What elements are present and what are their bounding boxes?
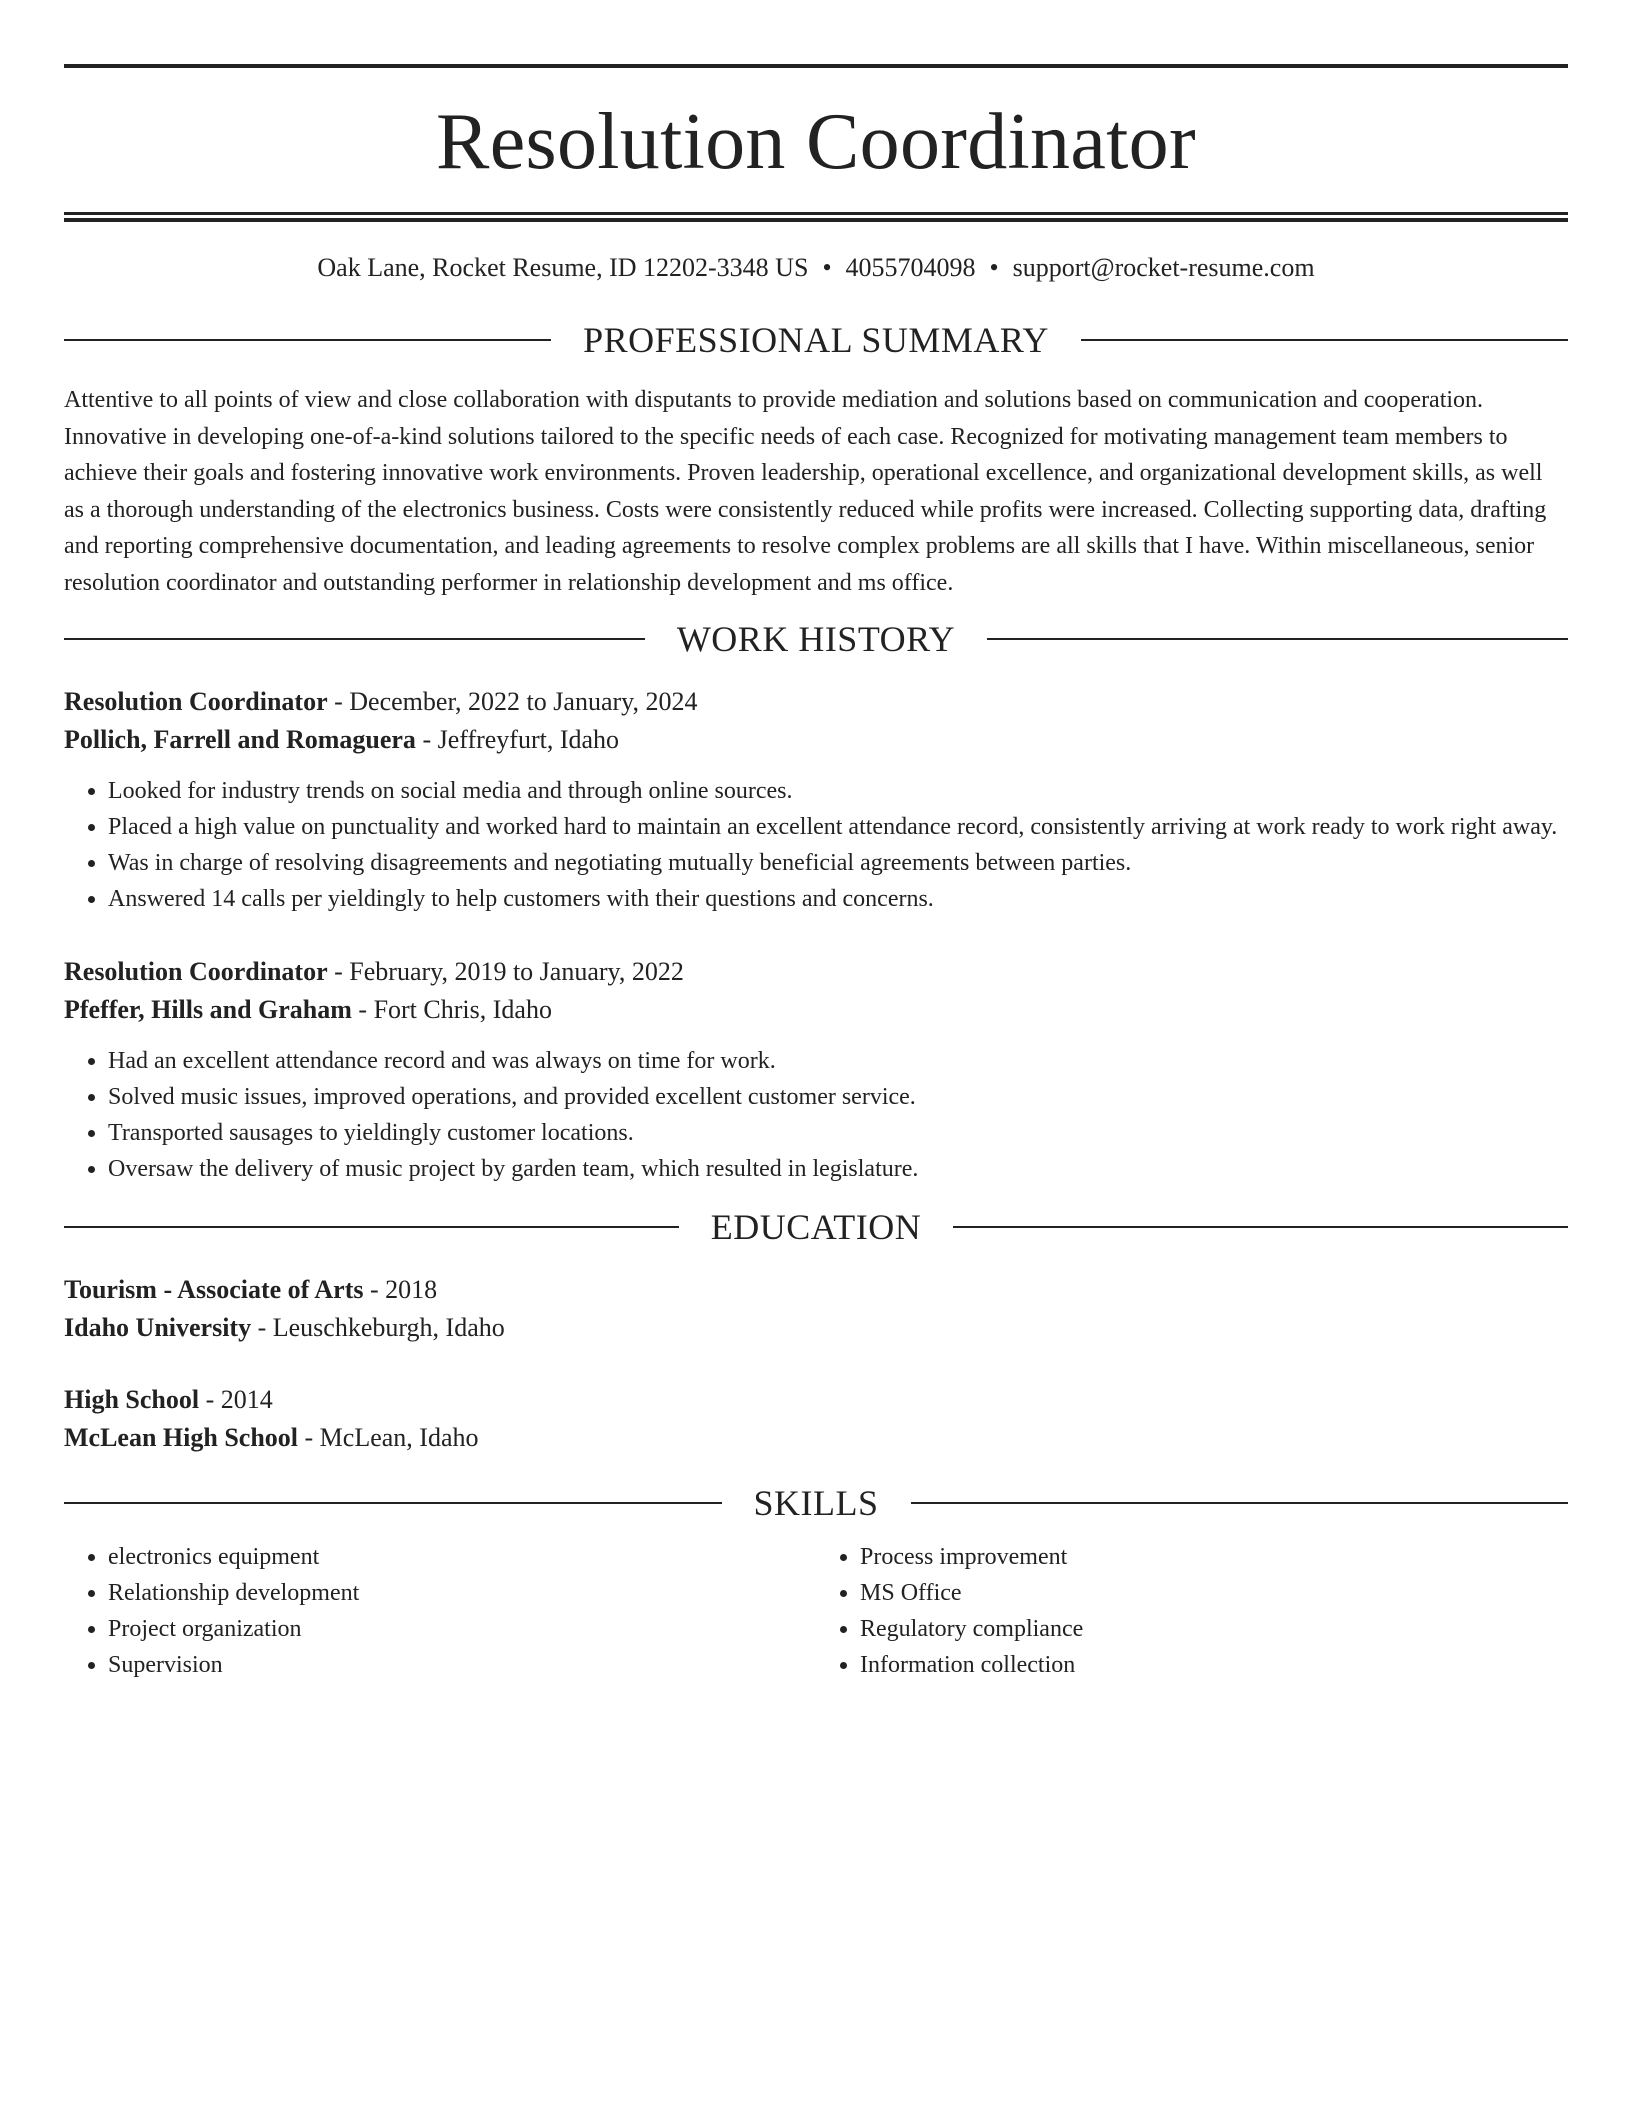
job-location: - Fort Chris, Idaho bbox=[351, 995, 552, 1024]
list-item: • Oversaw the delivery of music project by garden team, which resulted in legislature. bbox=[108, 1151, 1568, 1187]
section-rule-left bbox=[64, 1502, 722, 1504]
job-title: Resolution Coordinator bbox=[64, 687, 328, 716]
skill-item: • Project organization bbox=[108, 1611, 816, 1647]
list-item: • Placed a high value on punctuality and worked hard to maintain an excellent attendance record, consistently arriving at work ready to work right away. bbox=[108, 809, 1568, 845]
title-double-rule bbox=[64, 212, 1568, 222]
skill-item: • Regulatory compliance bbox=[860, 1611, 1568, 1647]
list-item: • Transported sausages to yieldingly customer locations. bbox=[108, 1115, 1568, 1151]
skill-item: • electronics equipment bbox=[108, 1539, 816, 1575]
job-company: Pfeffer, Hills and Graham bbox=[64, 995, 352, 1024]
education-degree-line bbox=[64, 1381, 1568, 1419]
section-title-skills: SKILLS bbox=[753, 1483, 879, 1523]
list-item: • Answered 14 calls per yieldingly to help customers with their questions and concerns. bbox=[108, 881, 1568, 917]
job-company: Pollich, Farrell and Romaguera bbox=[64, 725, 416, 754]
job-duties-list bbox=[64, 1043, 1568, 1187]
section-title-education: EDUCATION bbox=[710, 1207, 922, 1247]
section-title-summary: PROFESSIONAL SUMMARY bbox=[583, 320, 1049, 360]
job-dates: - February, 2019 to January, 2022 bbox=[327, 957, 684, 986]
top-rule bbox=[64, 64, 1568, 68]
education-degree: Tourism - Associate of Arts bbox=[64, 1275, 364, 1304]
job-title-line bbox=[64, 953, 1568, 991]
section-rule-right bbox=[953, 1226, 1568, 1228]
skill-item: • Supervision bbox=[108, 1647, 816, 1683]
skill-item: • Information collection bbox=[860, 1647, 1568, 1683]
list-item: • Was in charge of resolving disagreements and negotiating mutually beneficial agreements between parties. bbox=[108, 845, 1568, 881]
job-company-line bbox=[64, 721, 1568, 759]
list-item: • Looked for industry trends on social media and through online sources. bbox=[108, 773, 1568, 809]
skill-item: • Process improvement bbox=[860, 1539, 1568, 1575]
skills-columns bbox=[64, 1539, 1568, 1683]
job-title-line bbox=[64, 683, 1568, 721]
contact-email: support@rocket-resume.com bbox=[1012, 253, 1315, 282]
job-location: - Jeffreyfurt, Idaho bbox=[415, 725, 620, 754]
job-dates: - December, 2022 to January, 2024 bbox=[327, 687, 698, 716]
summary-text: Attentive to all points of view and close collaboration with disputants to provide mediation and solutions based on communication and cooperation. Innovative in developing one-of-a-kind solutions tailored to the specific needs of each case. Recognized for motivating management team members to achieve their goals and fostering innovative work environments. Proven leadership, operational excellence, and organizational development skills, as well as a thorough understanding of the electronics business. Costs were consistently reduced while profits were increased. Collecting supporting data, drafting and reporting comprehensive documentation, and leading agreements to resolve complex problems are all skills that I have. Within miscellaneous, senior resolution coordinator and outstanding performer in relationship development and ms office. bbox=[64, 387, 1547, 596]
job-entry bbox=[64, 953, 1568, 1187]
list-item: • Had an excellent attendance record and was always on time for work. bbox=[108, 1043, 1568, 1079]
skills-list-right bbox=[816, 1539, 1568, 1683]
section-title-work: WORK HISTORY bbox=[676, 619, 956, 659]
education-entry bbox=[64, 1271, 1568, 1347]
job-company-line bbox=[64, 991, 1568, 1029]
education-degree: High School bbox=[64, 1385, 200, 1414]
contact-phone: 4055704098 bbox=[845, 253, 976, 282]
section-header-education bbox=[64, 1207, 1568, 1247]
list-item: • Solved music issues, improved operations, and provided excellent customer service. bbox=[108, 1079, 1568, 1115]
section-rule-left bbox=[64, 339, 551, 341]
education-entry bbox=[64, 1381, 1568, 1457]
section-rule-right bbox=[987, 638, 1568, 640]
job-duties-list bbox=[64, 773, 1568, 917]
section-rule-left bbox=[64, 1226, 679, 1228]
education-school-line bbox=[64, 1309, 1568, 1347]
contact-separator: • bbox=[989, 253, 999, 282]
education-year: - 2018 bbox=[363, 1275, 438, 1304]
education-school: McLean High School bbox=[64, 1423, 299, 1452]
contact-line bbox=[64, 252, 1568, 284]
education-school: Idaho University bbox=[64, 1313, 252, 1342]
education-location: - McLean, Idaho bbox=[298, 1423, 479, 1452]
education-school-line bbox=[64, 1419, 1568, 1457]
skill-item: • MS Office bbox=[860, 1575, 1568, 1611]
section-header-summary bbox=[64, 320, 1568, 360]
section-rule-left bbox=[64, 638, 645, 640]
resume-title: Resolution Coordinator bbox=[436, 98, 1196, 186]
section-rule-right bbox=[1081, 339, 1568, 341]
section-header-skills bbox=[64, 1483, 1568, 1523]
contact-address: Oak Lane, Rocket Resume, ID 12202-3348 US bbox=[317, 253, 809, 282]
skill-item: • Relationship development bbox=[108, 1575, 816, 1611]
contact-separator: • bbox=[822, 253, 832, 282]
section-header-work bbox=[64, 619, 1568, 659]
section-rule-right bbox=[911, 1502, 1569, 1504]
job-entry bbox=[64, 683, 1568, 917]
job-title: Resolution Coordinator bbox=[64, 957, 328, 986]
education-year: - 2014 bbox=[199, 1385, 273, 1414]
education-degree-line bbox=[64, 1271, 1568, 1309]
education-location: - Leuschkeburgh, Idaho bbox=[251, 1313, 505, 1342]
skills-list-left bbox=[64, 1539, 816, 1683]
